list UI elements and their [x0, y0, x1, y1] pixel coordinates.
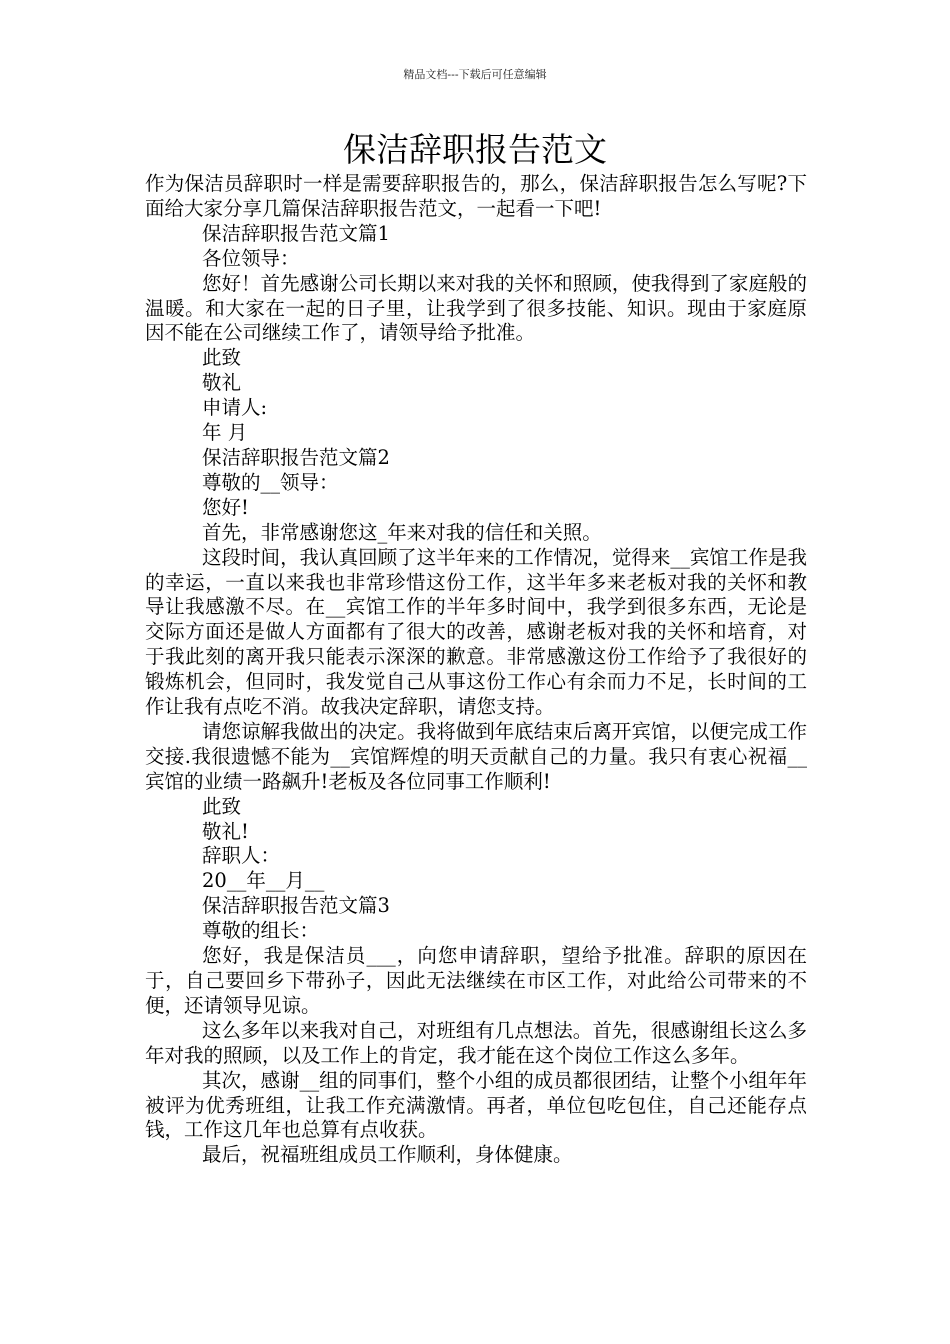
paragraph: 敬礼: [202, 371, 242, 395]
paragraph: 请您谅解我做出的决定。我将做到年底结束后离开宾馆，以便完成工作交接.我很遗憾不能为__宾馆辉煌的明天贡献自己的力量。我只有衷心祝福__宾馆的业绩一路飙升!老板及各位同事工作顺利!: [145, 719, 807, 793]
paragraph: 保洁辞职报告范文篇2: [202, 445, 390, 469]
paragraph: 您好！首先感谢公司长期以来对我的关怀和照顾，使我得到了家庭般的温暖。和大家在一起的日子里，让我学到了很多技能、知识。现由于家庭原因不能在公司继续工作了，请领导给予批准。: [145, 271, 807, 345]
paragraph: 其次，感谢__组的同事们，整个小组的成员都很团结，让整个小组年年被评为优秀班组，让我工作充满激情。再者，单位包吃包住，自己还能存点钱，工作这几年也总算有点收获。: [145, 1068, 807, 1142]
paragraph: 此致: [202, 346, 242, 370]
paragraph: 这么多年以来我对自己，对班组有几点想法。首先，很感谢组长这么多年对我的照顾，以及工作上的肯定，我才能在这个岗位工作这么多年。: [145, 1018, 807, 1067]
paragraph: 这段时间，我认真回顾了这半年来的工作情况，觉得来__宾馆工作是我的幸运，一直以来我也非常珍惜这份工作，这半年多来老板对我的关怀和教导让我感激不尽。在__宾馆工作的半年多时间中，我学到很多东西，无论是交际方面还是做人方面都有了很大的改善，感谢老板对我的关怀和培育，对于我此刻的离开我只能表示深深的歉意。非常感激这份工作给予了我很好的锻炼机会，但同时，我发觉自己从事这份工作心有余而力不足，长时间的工作让我有点吃不消。故我决定辞职，请您支持。: [145, 545, 807, 719]
paragraph: 各位领导：: [202, 246, 300, 270]
paragraph: 您好，我是保洁员___，向您申请辞职，望给予批准。辞职的原因在于，自己要回乡下带孙子，因此无法继续在市区工作，对此给公司带来的不便，还请领导见谅。: [145, 944, 807, 1017]
paragraph: 您好!: [202, 495, 249, 519]
paragraph: 辞职人：: [202, 844, 281, 868]
paragraph: 首先，非常感谢您这_年来对我的信任和关照。: [202, 520, 602, 544]
document-title: 保洁辞职报告范文: [343, 130, 607, 169]
paragraph: 作为保洁员辞职时一样是需要辞职报告的，那么，保洁辞职报告怎么写呢?下面给大家分享几篇保洁辞职报告范文，一起看一下吧!: [145, 172, 807, 220]
paragraph: 尊敬的__领导：: [202, 470, 339, 494]
paragraph: 保洁辞职报告范文篇3: [202, 894, 390, 918]
paragraph: 保洁辞职报告范文篇1: [202, 221, 390, 245]
paragraph: 20__年__月__: [202, 869, 325, 893]
document-body: [145, 172, 807, 1168]
paragraph: 最后，祝福班组成员工作顺利，身体健康。: [202, 1143, 573, 1167]
page-header: 精品文档---下载后可任意编辑: [403, 68, 547, 81]
paragraph: 此致: [202, 794, 242, 818]
paragraph: 敬礼!: [202, 819, 249, 843]
paragraph: 年 月: [202, 421, 248, 445]
paragraph: 尊敬的组长：: [202, 919, 320, 943]
paragraph: 申请人:: [202, 396, 268, 420]
